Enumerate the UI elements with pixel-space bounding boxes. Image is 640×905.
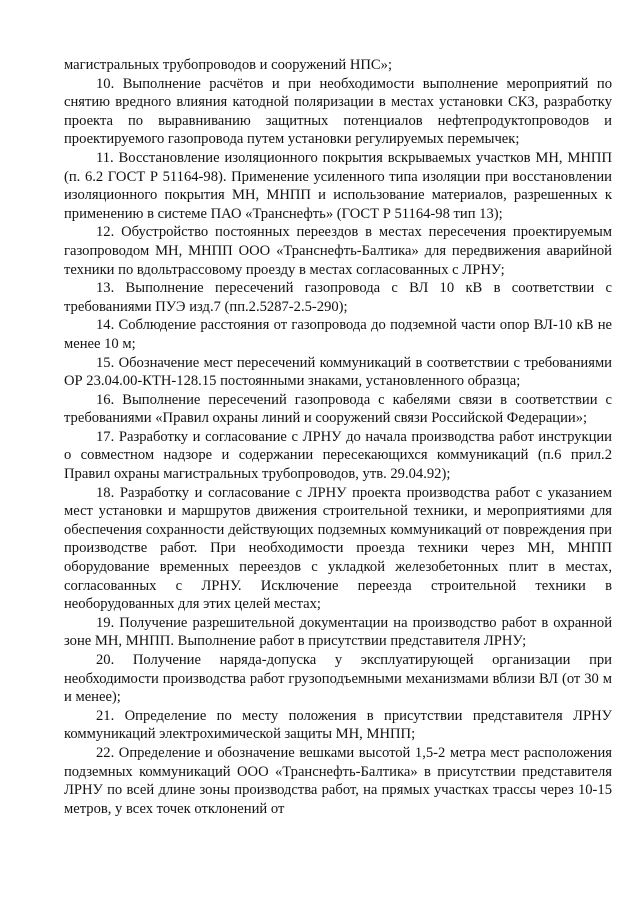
- paragraph-item-16: 16. Выполнение пересечений газопровода с кабелями связи в соответствии с требованиями «Правил охраны линий и сооружений связи Российской Федерации»;: [64, 391, 612, 427]
- paragraph-item-10: 10. Выполнение расчётов и при необходимости выполнение мероприятий по снятию вредного влияния катодной поляризации в местах установки СКЗ, разработку проекта по выравниванию защитных потенциалов нефтепродуктопроводов и проектируемого газопровода путем установки регулируемых перемычек;: [64, 75, 612, 148]
- paragraph-item-21: 21. Определение по месту положения в присутствии представителя ЛРНУ коммуникаций электрохимической защиты МН, МНПП;: [64, 707, 612, 743]
- paragraph-item-13: 13. Выполнение пересечений газопровода с ВЛ 10 кВ в соответствии с требованиями ПУЭ изд.7 (пп.2.5287-2.5-290);: [64, 280, 612, 315]
- paragraph-item-14: 14. Соблюдение расстояния от газопровода до подземной части опор ВЛ-10 кВ не менее 10 м;: [64, 317, 612, 352]
- paragraph-item-15: 15. Обозначение мест пересечений коммуникаций в соответствии с требованиями ОР 23.04.00-КТН-128.15 постоянными знаками, установленного образца;: [64, 354, 612, 390]
- paragraph-item-17: 17. Разработку и согласование с ЛРНУ до начала производства работ инструкции о совместном надзоре и содержании пересекающихся коммуникаций (п.6 прил.2 Правил охраны магистральных трубопроводов, утв. 29.04.92);: [64, 428, 612, 483]
- paragraph-item-11: 11. Восстановление изоляционного покрытия вскрываемых участков МН, МНПП (п. 6.2 ГОСТ Р 51164-98). Применение усиленного типа изоляции при восстановлении изоляционного покрытия МН, МНПП и использование материалов, разрешенных к применению в системе ПАО «Транснефть» (ГОСТ Р 51164-98 тип 13);: [64, 149, 612, 222]
- paragraph-item-20: 20. Получение наряда-допуска у эксплуатирующей организации при необходимости производства работ грузоподъемными механизмами вблизи ВЛ (от 30 м и менее);: [64, 652, 612, 706]
- paragraph-item-12: 12. Обустройство постоянных переездов в местах пересечения проектируемым газопроводом МН, МНПП ООО «Транснефть-Балтика» для передвижения аварийной техники по вдольтрассовому проезду в местах согласованных с ЛРНУ;: [64, 224, 612, 278]
- document-body: [64, 56, 612, 818]
- paragraph-continuation: магистральных трубопроводов и сооружений НПС»;: [64, 57, 393, 73]
- paragraph-item-22: 22. Определение и обозначение вешками высотой 1,5-2 метра мест расположения подземных коммуникаций ООО «Транснефть-Балтика» в присутствии представителя ЛРНУ по всей длине зоны производства работ, на прямых участках трассы через 10-15 метров, у всех точек отклонений от: [64, 744, 612, 817]
- paragraph-item-18: 18. Разработку и согласование с ЛРНУ проекта производства работ с указанием мест установки и маршрутов движения строительной техники, и мероприятиями для обеспечения сохранности действующих подземных коммуникаций от повреждения при производстве работ. При необходимости проезда техники через МН, МНПП оборудование временных переездов с укладкой железобетонных плит в местах, согласованных с ЛРНУ. Исключение переезда строительной техники в необорудованных для этих целей местах;: [64, 484, 612, 613]
- paragraph-item-19: 19. Получение разрешительной документации на производство работ в охранной зоне МН, МНПП. Выполнение работ в присутствии представителя ЛРНУ;: [64, 614, 612, 650]
